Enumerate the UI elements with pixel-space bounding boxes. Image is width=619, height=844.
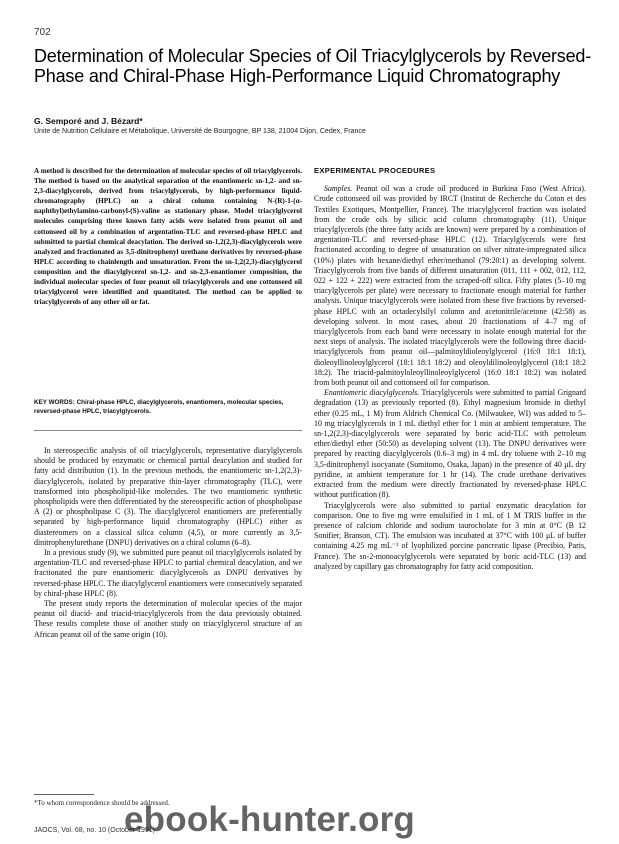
enantiomeric-text: Triacylglycerols were submitted to partial Grignard degradation (13) as previously reported (8). Ethyl magnesium bromide in diethyl ether (0.25 mL, 1 M) from Aldrich Chemical Co. (Milwaukee, WI) was added to 5–10 mg triacylglycerols in 1 mL diethyl ether for 1 min at ambient temperature. The sn-1,2(2,3)-diacylglycerols were separated by boric acid-TLC with petroleum ether/diethyl ether (50:50) as developing solvent (13). The DNPU derivatives were prepared by reacting diacylglycerols (0.6–3 mg) in 4 mL dry toluene with 2–10 mg 3,5-dinitrophenyl isocyanate (Sumitomo, Osaka, Japan) in the presence of 40 μL dry pyridine, at ambient temperature for 1 hr (14). The crude urethane derivatives extracted from the medium were directly fractionated by reversed-phase HPLC without purification (8).	[314, 388, 586, 500]
abstract-rule	[34, 430, 302, 431]
intro-paragraph: In stereospecific analysis of oil triacylglycerols, representative diacylglycerols should be produced by enzymatic or chemical partial deacylation and studied for fatty acid distribution (1). In the previous methods, the enantiomeric sn-1,2(2,3)-diacylglycerols, isolated by preparative thin-layer chromatography (TLC), were transformed into phospholipid-like molecules. The two enantiomeric synthetic phospholipids were then differentiated by the stereospecific action of phospholipase A (2) or phospholipase C (3). The diacylglycerol enantiomers are preferentially separated by high-performance liquid chromatography (HPLC) either as diastereomers on a classical silica column (4,5), or more currently as 3,5-dinitrophenylurethane (DNPU) derivatives on a chiral column (6–8).	[34, 446, 302, 547]
intro-paragraph: The present study reports the determination of molecular species of the major peanut oil diacid- and triacid-triacylglycerols from the data previously obtained. These results complete those of another study on triacylglycerol structure of an African peanut oil of the same origin (10).	[34, 599, 302, 639]
experimental-column	[314, 166, 586, 572]
samples-lead: Samples.	[324, 184, 353, 194]
affiliation: Unite de Nutrition Cellulaire et Métabolique, Université de Bourgogne, BP 138, 21004 Dijon, Cedex, France	[34, 128, 366, 135]
section-heading: EXPERIMENTAL PROCEDURES	[314, 166, 436, 175]
enantiomeric-paragraph	[314, 388, 586, 500]
journal-footer: JAOCS, Vol. 68, no. 10 (October 1991)	[34, 827, 156, 834]
page-number: 702	[34, 27, 51, 38]
samples-text: Peanut oil was a crude oil produced in Burkina Faso (West Africa). Crude cottonseed oil was provided by IRCT (Institut de Recherche du Coton et des Textiles Exotiques, Montpellier, France). The triacylglycerol fraction was isolated from the crude oils by silicic acid column chromatography (11). Unique triacylglycerols (the three fatty acids are known) were prepared by a combination of argentation-TLC and reversed-phase HPLC (12). Triacylglycerols were first fractionated according to degree of unsaturation on silver nitrate-impregnated silica (10%) plates with hexane/diethyl ether/methanol (79:20:1) as developing solvent. Triacylglycerols from five bands of different unsaturation (011, 111 + 002, 012, 112, 022 + 122 + 222) were extracted from the scraped-off silica. Fifty plates (5–10 mg triacylglycerols per plate) were necessary to fractionate enough material for further analysis. Unique triacylglycerols were isolated from these five fractions by reversed-phase HPLC with an octadecylsilyl column and acetonitrile/acetone (42:58) as developing solvent. In most cases, about 20 fractionations of 4–7 mg of triacylglycerols from each band were necessary to isolate enough material for the next steps of analysis. The isolated triacylglycerols were the following three diacid-triacylglycerols from peanut oil—palmitoyldioleoylglycerol (16:0 18:1 18:1), dioleoyllinoleoylglycerol (18:1 18:1 18:2) and oleoyldilinoleoylglycerol (18:1 18:2 18:2). The triacid-palmitoyloleoyllinoleoylglycerol (16:0 18:1 18:2) was isolated from both peanut oil and cottonseed oil for comparison.	[314, 184, 586, 388]
watermark-logo: ebook-hunter.org	[124, 800, 415, 839]
authors: G. Semporé and J. Bézard*	[34, 116, 143, 126]
enantiomeric-lead: Enantiomeric diacylglycerols.	[324, 388, 420, 398]
footnote-rule	[34, 794, 94, 795]
keywords: KEY WORDS: Chiral-phase HPLC, diacylglycerols, enantiomers, molecular species, reversed-phase HPLC, triacylglycerols.	[34, 399, 284, 415]
lipase-paragraph: Triacylglycerols were also submitted to partial enzymatic deacylation for comparison. One to five mg were emulsified in 1 mL of 1 M TRIS buffer in the presence of calcium chloride and sodium taurocholate for 3 min at 0°C (B 12 Sonifier, Branson, CT). The emulsion was incubated at 37°C with 100 μL of buffer containing 4.25 mg mL⁻¹ of lyophilized porcine pancreatic lipase (Precibio, Paris, France). The sn-2-monoacylglycerols were separated by boric acid-TLC (13) and analyzed by capillary gas chromatography for fatty acid composition.	[314, 500, 586, 571]
article-title: Determination of Molecular Species of Oil Triacylglycerols by Reversed-Phase and Chiral-Phase High-Performance Liquid Chromatography	[34, 46, 592, 86]
intro-paragraph: In a previous study (9), we submitted pure peanut oil triacylglycerols isolated by argentation-TLC and reversed-phase HPLC to partial chemical deacylation, and we fractionated the pure enantiomeric diacylglycerols as DNPU derivatives by reversed-phase HPLC. The diacylglycerol enantiomers were consecutively separated by chiral-phase HPLC (8).	[34, 548, 302, 598]
footnote: *To whom correspondence should be addressed.	[34, 799, 170, 807]
samples-paragraph	[314, 184, 586, 388]
introduction	[34, 446, 302, 640]
abstract: A method is described for the determination of molecular species of oil triacylglycerols. The method is based on the analytical separation of the enantiomeric sn-1,2- and sn-2,3-diacylglycerols, derived from triacylglycerols, by high-performance liquid-chromatography (HPLC) on a chiral column containing N-(R)-1-(α-naphthyl)ethylamino-carbonyl-(S)-valine as stationary phase. Model triacylglycerol molecules comprising three known fatty acids were isolated from peanut oil and cottonseed oil by a combination of argentation-TLC and reversed-phase HPLC and submitted to partial chemical deacylation. The derived sn-1,2(2,3)-diacylglycerols were analyzed and fractionated as 3,5-dinitrophenyl urethane derivatives by reversed-phase HPLC according to chainlength and unsaturation. From the sn-1,2(2,3)-diacylglycerol composition and the diacylglycerol sn-1,2- and sn-2,3-enantiomer composition, the individual molecular species of four peanut oil triacylglycerols and one cottonseed oil triacylglycerol were identified and quantitated. The method can be applied to triacylglycerols of any other oil or fat.	[34, 167, 302, 307]
